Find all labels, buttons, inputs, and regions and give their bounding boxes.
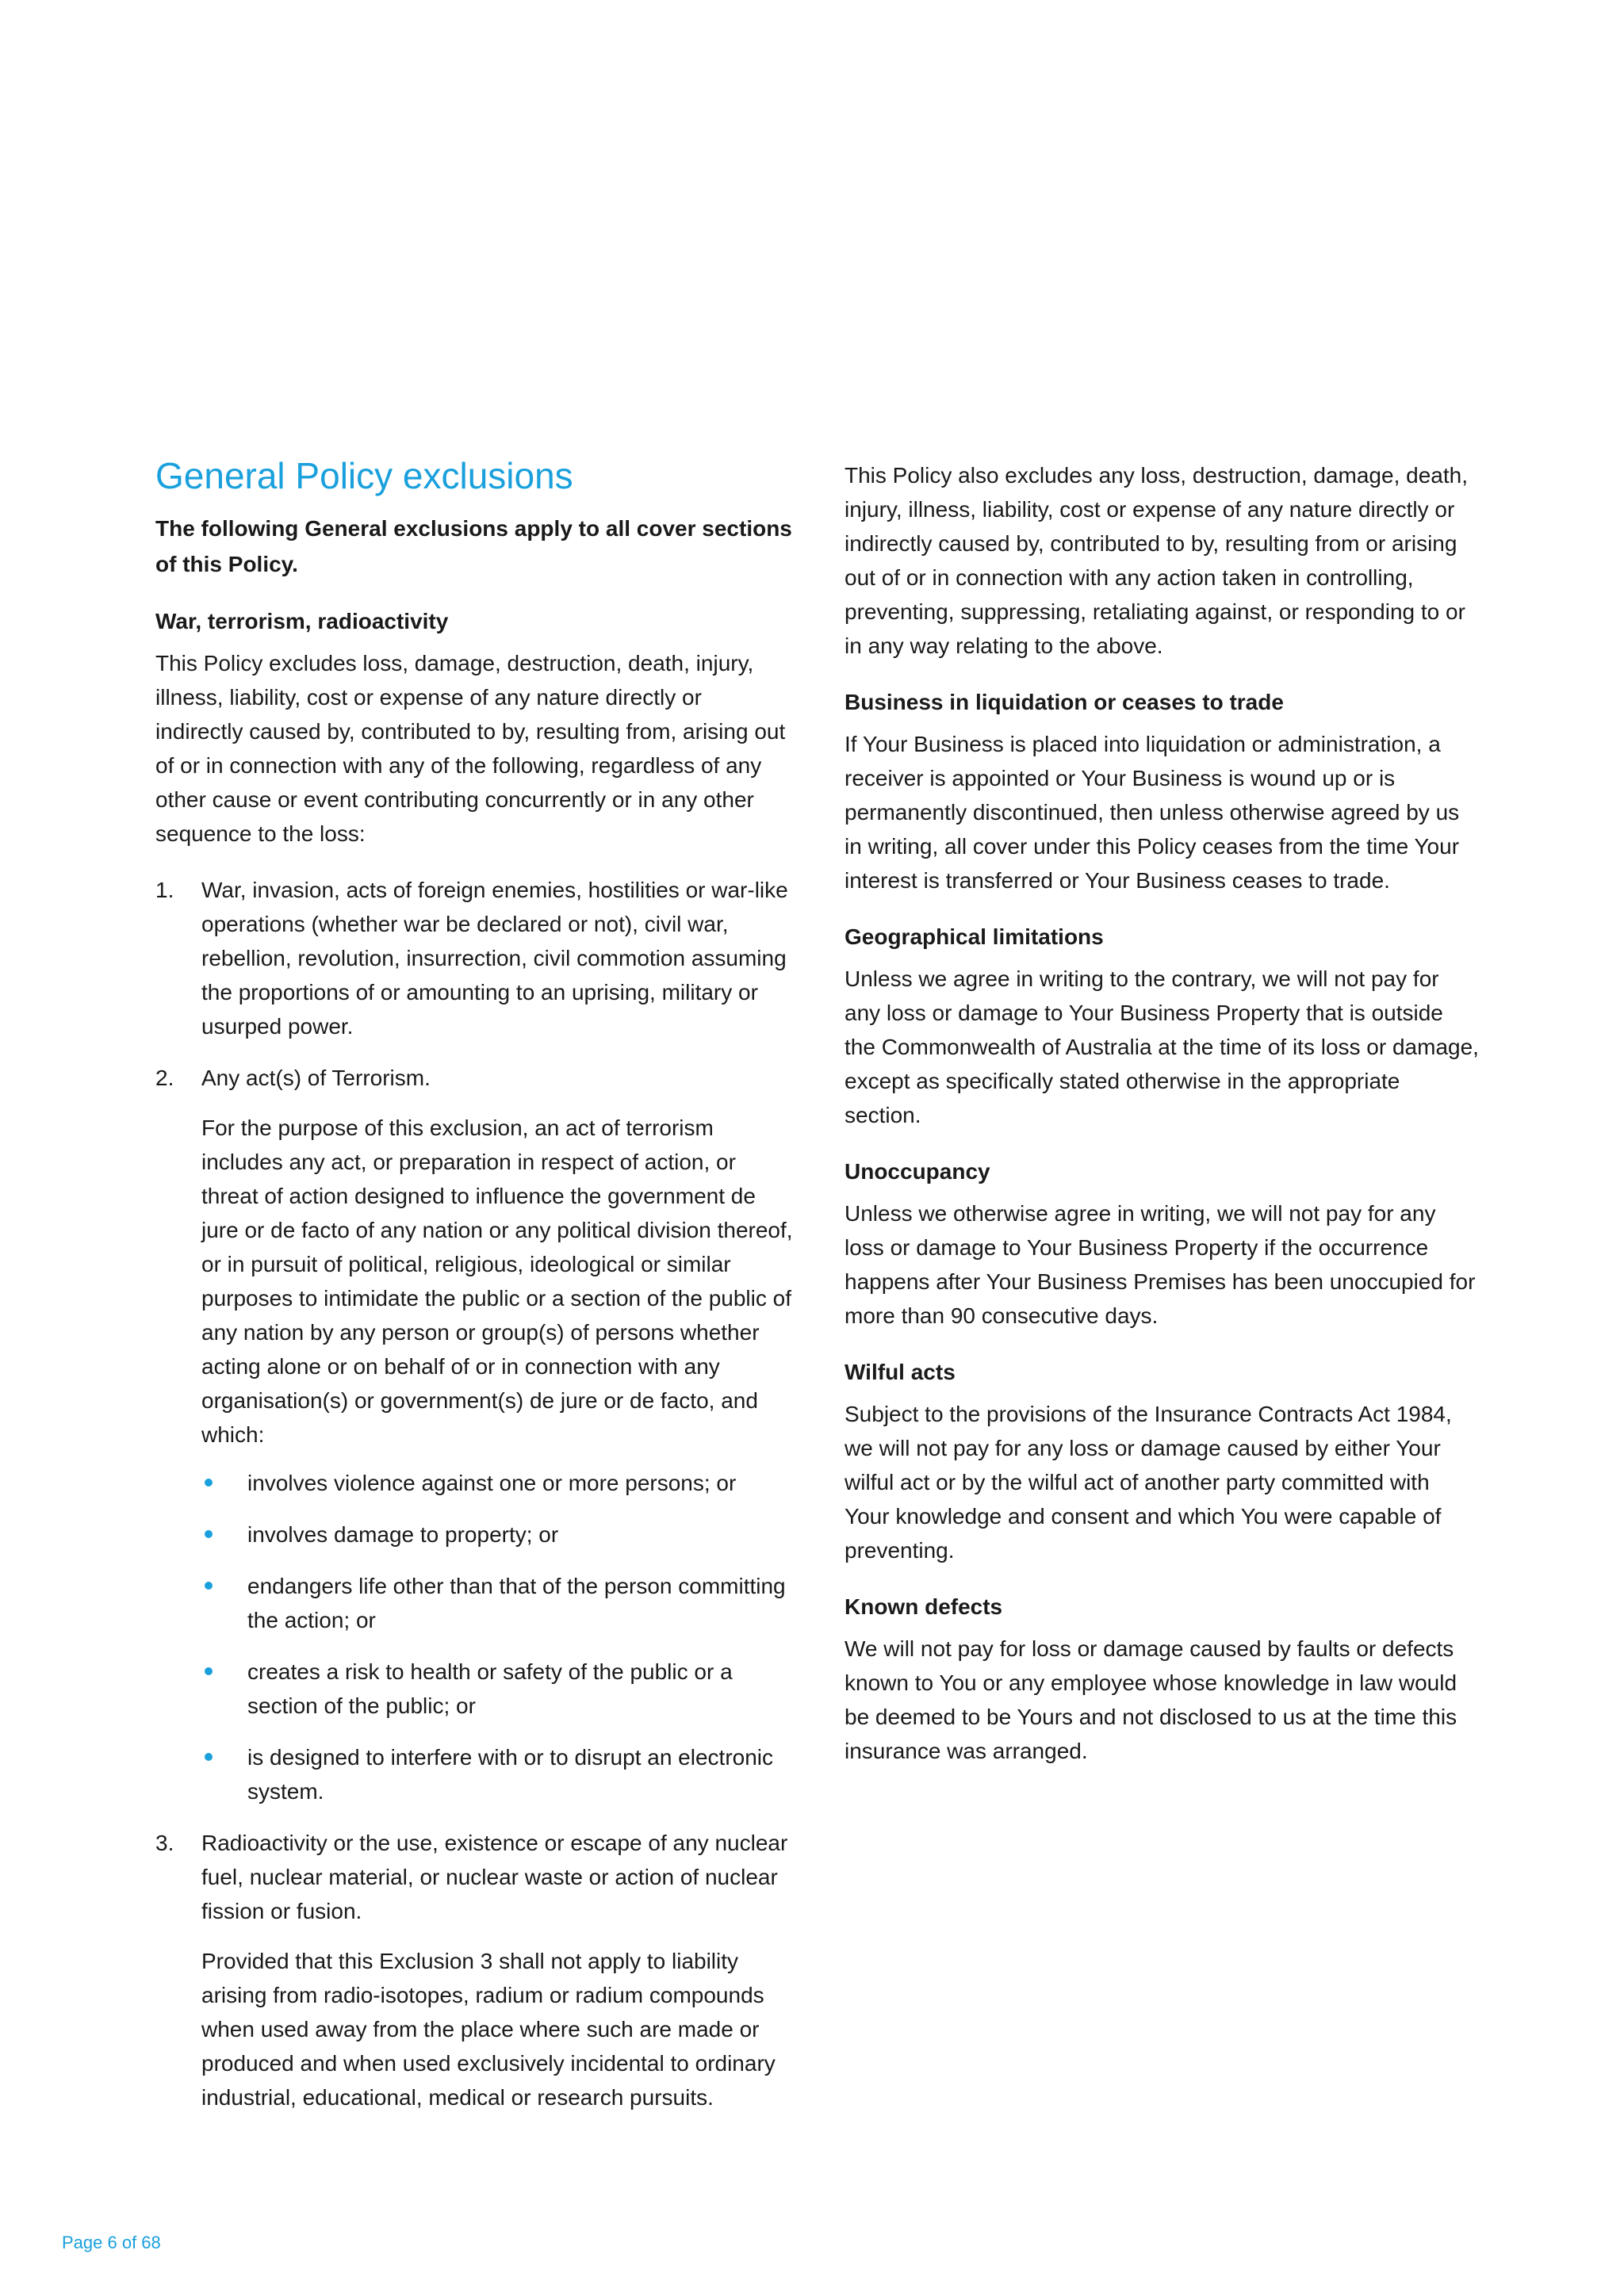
intro-text: The following General exclusions apply to all cover sections of this Policy. — [155, 516, 792, 576]
bullet-item — [201, 1569, 794, 1637]
section-heading: Business in liquidation or ceases to trade — [845, 690, 1284, 714]
bullet-text: creates a risk to health or safety of the public or a section of the public; or — [247, 1659, 733, 1718]
radioactivity-proviso: Provided that this Exclusion 3 shall not apply to liability arising from radio-isotopes, radium or radium compounds when used away from the place where such are made or produced and when used exclusively incidental to ordinary industrial, educational, medical or research pursuits. — [201, 1949, 776, 2110]
bullet-item — [201, 1517, 794, 1552]
list-item — [155, 873, 794, 1043]
section-heading: Geographical limitations — [845, 924, 1104, 949]
war-text: This Policy excludes loss, damage, destruction, death, injury, illness, liability, cost or expense of any nature directly or indirectly caused by, contributed to by, resulting from, arising out of or in connection with any of the following, regardless of any other cause or event contributing concurrently or in any other sequence to the loss: — [155, 651, 786, 846]
page-number: Page 6 of 68 — [62, 2233, 161, 2252]
right-column — [845, 458, 1479, 1790]
list-item — [155, 1826, 794, 2114]
list-item-text: Any act(s) of Terrorism. — [201, 1066, 431, 1090]
section-heading: Wilful acts — [845, 1360, 956, 1384]
list-item-text: Radioactivity or the use, existence or escape of any nuclear fuel, nuclear material, or nuclear waste or action of nuclear fission or fusion. — [201, 1831, 788, 1923]
bullet-text: endangers life other than that of the person committing the action; or — [247, 1574, 786, 1632]
section-heading: Unoccupancy — [845, 1159, 990, 1184]
list-number: 2. — [155, 1066, 174, 1090]
section-text: If Your Business is placed into liquidation or administration, a receiver is appointed or Your Business is wound up or is permanently discontinued, then unless otherwise agreed by us in writing, all cover under this Policy ceases from the time Your interest is transferred or Your Business ceases to trade. — [845, 732, 1460, 893]
terrorism-definition: For the purpose of this exclusion, an act of terrorism includes any act, or preparation in respect of action, or threat of action designed to influence the government de jure or de facto of any nation or any political division thereof, or in pursuit of political, religious, ideological or similar purposes to intimidate the public or a section of the public of any nation by any person or group(s) of persons whether acting alone or on behalf of or in connection with any organisation(s) or government(s) de jure or de facto, and which: — [201, 1115, 793, 1447]
bullet-item — [201, 1740, 794, 1808]
bullet-item — [201, 1655, 794, 1723]
bullet-text: is designed to interfere with or to disrupt an electronic system. — [247, 1745, 774, 1804]
bullet-dot-icon — [205, 1753, 213, 1761]
section-text: Subject to the provisions of the Insurance Contracts Act 1984, we will not pay for any loss or damage caused by either Your wilful act or by the wilful act of another party committed with Your knowledge and consent and which You were capable of preventing. — [845, 1402, 1452, 1563]
right-intro-text: This Policy also excludes any loss, destruction, damage, death, injury, illness, liability, cost or expense of any nature directly or indirectly caused by, contributed to by, resulting from or arising out of or in connection with any action taken in controlling, preventing, suppressing, retaliating against, or responding to or in any way relating to the above. — [845, 463, 1468, 658]
bullet-item — [201, 1466, 794, 1500]
bullet-dot-icon — [205, 1582, 213, 1590]
bullet-text: involves violence against one or more persons; or — [247, 1471, 737, 1495]
list-item-text: War, invasion, acts of foreign enemies, hostilities or war-like operations (whether war be declared or not), civil war, rebellion, revolution, insurrection, civil commotion assuming the proportions of or amounting to an uprising, military or usurped power. — [201, 878, 788, 1039]
page-title: General Policy exclusions — [155, 455, 573, 496]
section-text: Unless we otherwise agree in writing, we will not pay for any loss or damage to Your Business Property if the occurrence happens after Your Business Premises has been unoccupied for more than 90 consecutive days. — [845, 1201, 1476, 1328]
list-number: 1. — [155, 878, 174, 902]
list-item — [155, 1061, 794, 1808]
bullet-list — [201, 1466, 794, 1808]
section-heading: Known defects — [845, 1594, 1003, 1619]
exclusion-list — [155, 873, 794, 2114]
left-column — [155, 453, 794, 2132]
list-number: 3. — [155, 1831, 174, 1855]
bullet-dot-icon — [205, 1667, 213, 1675]
war-heading: War, terrorism, radioactivity — [155, 609, 449, 633]
section-text: Unless we agree in writing to the contrary, we will not pay for any loss or damage to Your Business Property that is outside the Commonwealth of Australia at the time of its loss or damage, except as specifically stated otherwise in the appropriate section. — [845, 966, 1479, 1127]
bullet-dot-icon — [205, 1479, 213, 1487]
section-text: We will not pay for loss or damage caused by faults or defects known to You or any employee whose knowledge in law would be deemed to be Yours and not disclosed to us at the time this insurance was arranged. — [845, 1636, 1457, 1763]
bullet-text: involves damage to property; or — [247, 1522, 559, 1547]
bullet-dot-icon — [205, 1530, 213, 1538]
